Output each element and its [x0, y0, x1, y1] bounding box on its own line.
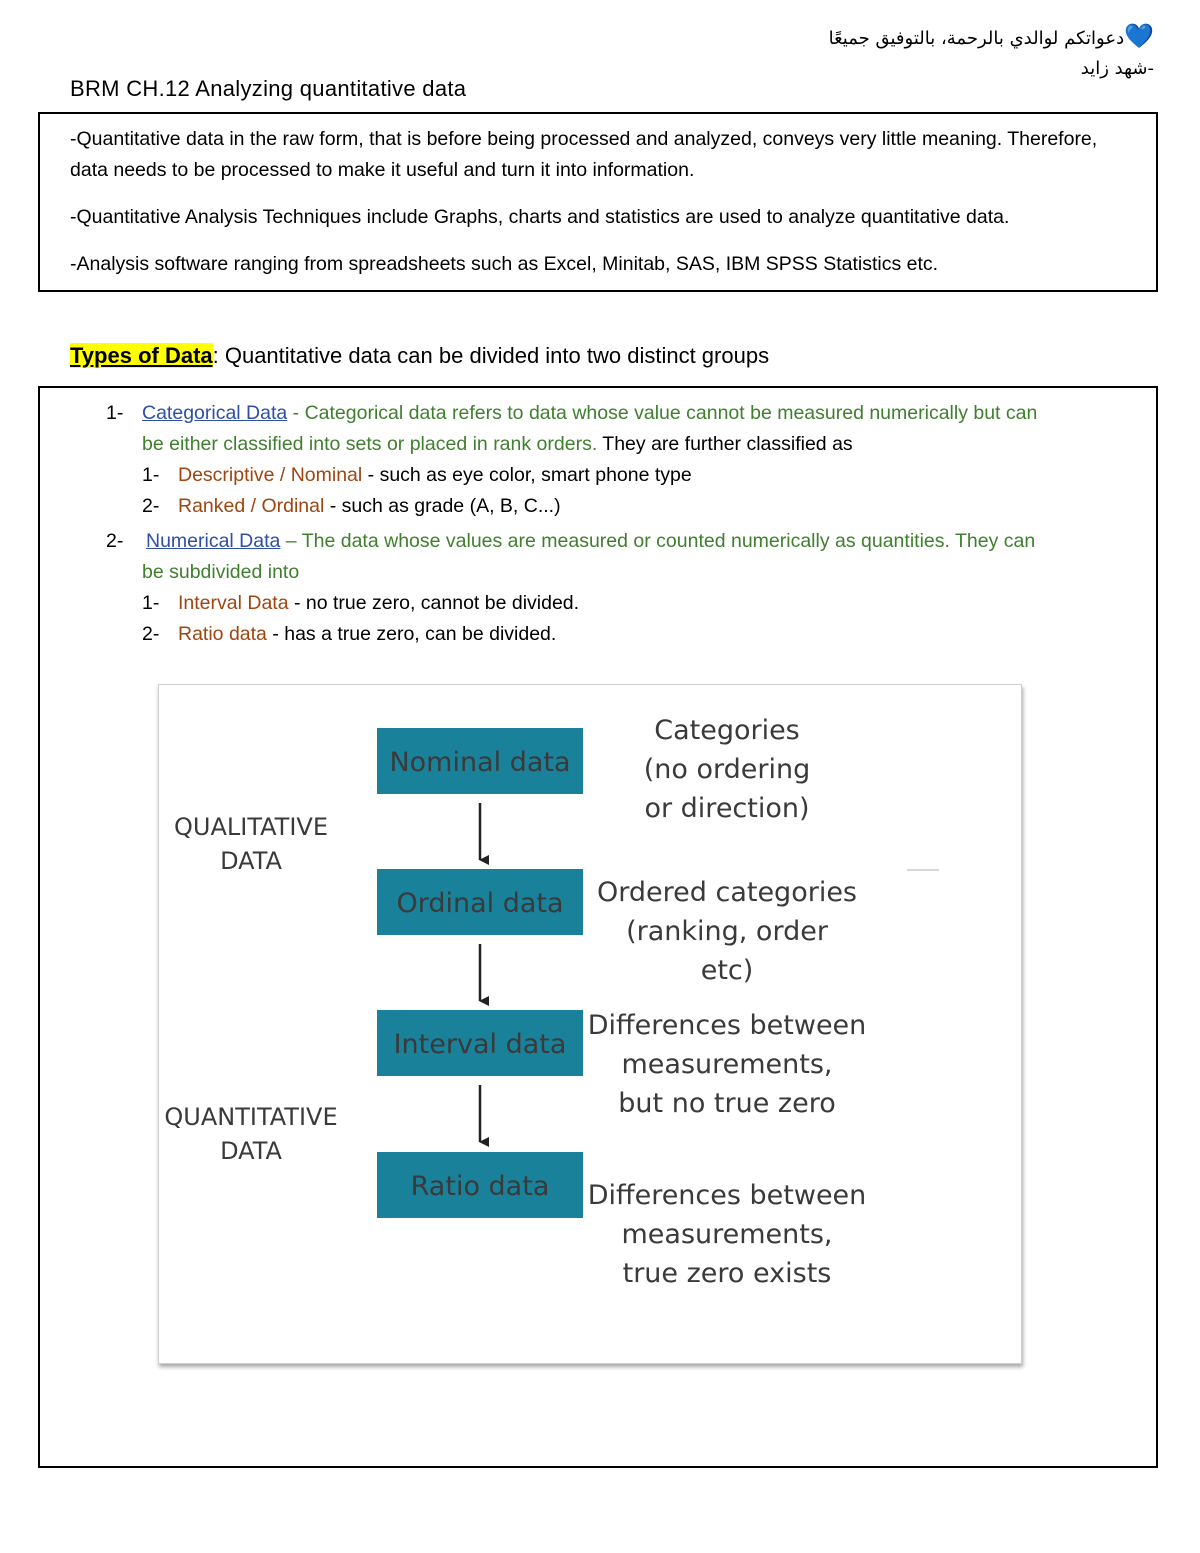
svg-text:Interval data: Interval data: [393, 1029, 567, 1060]
list-item-ratio: 2- Ratio data - has a true zero, can be divided.: [142, 623, 557, 645]
intro-paragraph-3: -Analysis software ranging from spreadsheets such as Excel, Minitab, SAS, IBM SPSS Statistics etc.: [70, 253, 939, 275]
intro-box: [38, 112, 1158, 292]
data-types-diagram: [158, 684, 1022, 1364]
ordinal-note: [597, 877, 857, 986]
intro-paragraph-2: -Quantitative Analysis Techniques include Graphs, charts and statistics are used to analyze quantitative data.: [70, 206, 1010, 228]
dedication-line: 💙دعواتكم لوالدي بالرحمة، بالتوفيق جميعًا: [828, 22, 1154, 50]
svg-text:Ordered categories: Ordered categories: [597, 877, 857, 908]
interval-box: [377, 1010, 583, 1076]
ordinal-box: [377, 869, 583, 935]
ratio-box: [377, 1152, 583, 1218]
svg-text:but no true zero: but no true zero: [618, 1088, 836, 1119]
svg-text:Differences between: Differences between: [587, 1010, 867, 1041]
heart-icon: 💙: [1124, 22, 1154, 50]
nominal-note: [644, 715, 811, 824]
page-title: BRM CH.12 Analyzing quantitative data: [70, 76, 467, 101]
interval-note: [588, 1010, 867, 1119]
list-item-categorical: 1- Categorical Data - Categorical data refers to data whose value cannot be measured numerically but can: [106, 402, 1038, 424]
numerical-term: Numerical Data: [146, 530, 281, 552]
list-item-nominal: 1- Descriptive / Nominal - such as eye color, smart phone type: [142, 464, 692, 486]
nominal-box: [377, 728, 583, 794]
svg-text:Ordinal data: Ordinal data: [396, 888, 564, 919]
ratio-note: [588, 1180, 867, 1289]
quantitative-label: QUANTITATIVE: [164, 1103, 338, 1131]
svg-text:Nominal data: Nominal data: [389, 747, 571, 778]
svg-text:Categories: Categories: [654, 715, 800, 746]
list-item-numerical: 2- Numerical Data – The data whose values are measured or counted numerically as quantities. They can: [106, 530, 1036, 552]
svg-text:measurements,: measurements,: [621, 1219, 833, 1250]
author-name: -شهد زايد: [1080, 58, 1154, 79]
categorical-term: Categorical Data: [142, 402, 288, 424]
svg-text:Ratio data: Ratio data: [410, 1171, 550, 1202]
svg-text:etc): etc): [700, 955, 754, 986]
svg-text:(ranking, order: (ranking, order: [626, 916, 828, 947]
list-item-ordinal: 2- Ranked / Ordinal - such as grade (A, B, C...): [142, 495, 561, 517]
svg-text:measurements,: measurements,: [621, 1049, 833, 1080]
svg-text:or direction): or direction): [644, 793, 810, 824]
list-item-interval: 1- Interval Data - no true zero, cannot be divided.: [142, 592, 580, 614]
svg-text:(no ordering: (no ordering: [643, 754, 811, 785]
qualitative-label: QUALITATIVE: [174, 813, 328, 841]
quantitative-label-2: DATA: [220, 1137, 282, 1165]
types-heading: Types of Data: Quantitative data can be divided into two distinct groups: [70, 343, 770, 368]
svg-text:true zero exists: true zero exists: [622, 1258, 832, 1289]
svg-text:Differences between: Differences between: [587, 1180, 867, 1211]
qualitative-label-2: DATA: [220, 847, 282, 875]
types-box: 1- Categorical Data - Categorical data refers to data whose value cannot be measured numerically but can be either classified into sets or placed in rank orders. They are further classified as 1- Descriptive / Nominal - such as eye color, smart phone type 2- Ranked / Ordinal - such as grade (A, B, C...) 2- Numerical Data – The data whose values are measured or counted numerically as quantities. They can be subdivided into 1- Interval Data - no true zero, cannot be divided. 2- Ratio data - has a true zero, can be divided.: [38, 386, 1158, 1468]
types-label: Types of Data: [70, 343, 213, 368]
diagram-svg: [159, 685, 1021, 1363]
intro-paragraph-1: -Quantitative data in the raw form, that is before being processed and analyzed, conveys very little meaning. Therefore, data needs to be processed to make it useful and turn it into information.: [70, 128, 1098, 181]
